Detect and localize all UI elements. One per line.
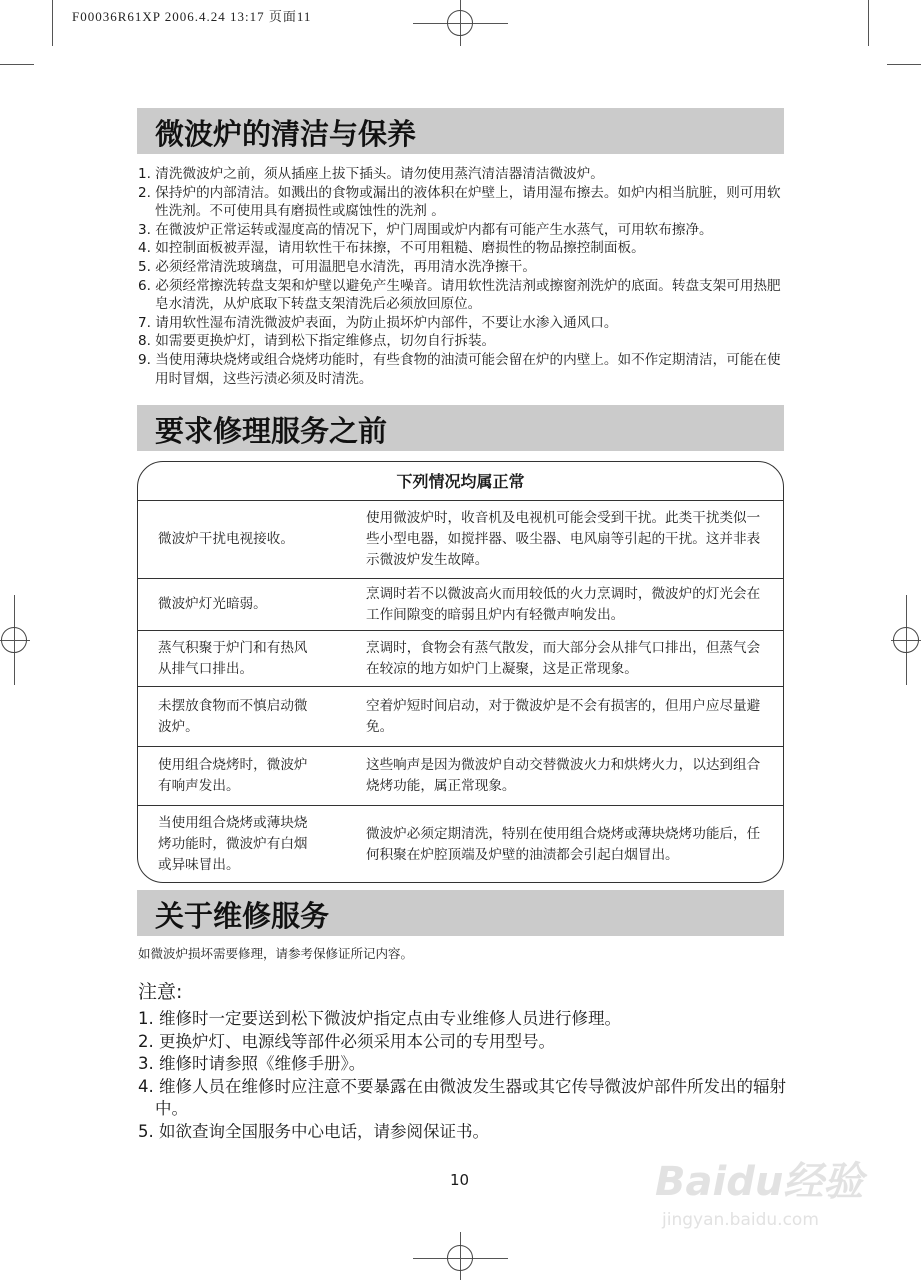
registration-mark — [447, 1245, 473, 1271]
table-row — [138, 631, 783, 687]
table-row — [138, 806, 783, 883]
list-item: 7. 请用软性湿布清洗微波炉表面，为防止损坏炉内部件，不要让水渗入通风口。 — [138, 314, 618, 331]
note-list — [138, 1008, 798, 1143]
symptom-cell: 微波炉灯光暗弱。 — [158, 596, 267, 612]
explanation-cell: 微波炉必须定期清洗，特别在使用组合烧烤或薄块烧烤功能后，任何积聚在炉腔顶端及炉壁的油渍都会引起白烟冒出。 — [366, 825, 761, 863]
symptom-cell: 未摆放食物而不慎启动微波炉。 — [158, 697, 308, 735]
page-number: 10 — [450, 1171, 470, 1189]
crop-mark — [0, 64, 34, 65]
explanation-cell: 烹调时，食物会有蒸气散发，而大部分会从排气口排出，但蒸气会在较凉的地方如炉门上凝聚，这是正常现象。 — [366, 639, 761, 677]
repair-intro: 如微波炉损坏需要修理，请参考保修证所记内容。 — [138, 946, 414, 961]
baidu-watermark-logo: Baidu经验 — [655, 1159, 864, 1205]
table-header: 下列情况均属正常 — [138, 462, 783, 501]
section-header-cleaning — [137, 108, 784, 154]
list-item: 4. 如控制面板被弄湿，请用软性干布抹擦，不可用粗糙、磨损性的物品擦控制面板。 — [138, 240, 645, 257]
list-item: 4. 维修人员在维修时应注意不要暴露在由微波发生器或其它传导微波炉部件所发出的辐射中。 — [138, 1076, 786, 1118]
crop-mark — [868, 0, 869, 46]
list-item: 3. 在微波炉正常运转或湿度高的情况下，炉门周围或炉内都有可能产生水蒸气，可用软布擦净。 — [138, 221, 713, 238]
symptom-cell: 微波炉干扰电视接收。 — [158, 531, 294, 547]
list-item: 1. 维修时一定要送到松下微波炉指定点由专业维修人员进行修理。 — [138, 1009, 621, 1028]
list-item: 2. 保持炉的内部清洁。如溅出的食物或漏出的液体积在炉壁上，请用湿布擦去。如炉内相当肮脏，则可用软性洗剂。不可使用具有磨损性或腐蚀性的洗剂 。 — [138, 184, 781, 220]
explanation-cell: 空着炉短时间启动，对于微波炉是不会有损害的，但用户应尽量避免。 — [366, 697, 761, 735]
registration-mark — [893, 627, 919, 653]
list-item: 3. 维修时请参照《维修手册》。 — [138, 1054, 366, 1073]
symptom-cell: 使用组合烧烤时，微波炉有响声发出。 — [158, 757, 308, 794]
section-title: 关于维修服务 — [155, 899, 330, 933]
list-item: 1. 清洗微波炉之前，须从插座上拔下插头。请勿使用蒸汽清洁器清洁微波炉。 — [138, 166, 604, 182]
explanation-cell: 使用微波炉时，收音机及电视机可能会受到干扰。此类干扰类似一些小型电器，如搅拌器、吸尘器、电风扇等引起的干扰。这并非表示微波炉发生故障。 — [366, 510, 761, 568]
section-header-before-service — [137, 405, 784, 451]
crop-mark — [887, 64, 921, 65]
table-row — [138, 747, 783, 806]
list-item: 5. 如欲查询全国服务中心电话，请参阅保证书。 — [138, 1121, 489, 1141]
list-item: 8. 如需要更换炉灯，请到松下指定维修点，切勿自行拆装。 — [138, 333, 496, 350]
table-row — [138, 687, 783, 747]
normal-conditions-table — [137, 461, 784, 883]
crop-mark — [52, 0, 53, 46]
print-slug: F00036R61XP 2006.4.24 13:17 页面11 — [72, 9, 312, 24]
list-item: 2. 更换炉灯、电源线等部件必须采用本公司的专用型号。 — [138, 1031, 555, 1051]
symptom-cell: 蒸气积聚于炉门和有热风从排气口排出。 — [158, 639, 308, 677]
explanation-cell: 这些响声是因为微波炉自动交替微波火力和烘烤火力，以达到组合烧烤功能，属正常现象。 — [366, 757, 761, 794]
baidu-watermark-url: jingyan.baidu.com — [662, 1210, 819, 1230]
symptom-cell: 当使用组合烧烤或薄块烧烤功能时，微波炉有白烟或异味冒出。 — [158, 815, 308, 873]
explanation-cell: 烹调时若不以微波高火而用较低的火力烹调时，微波炉的灯光会在工作间隙变的暗弱且炉内有轻微声响发出。 — [366, 585, 761, 623]
table-row — [138, 579, 783, 631]
section-title: 要求修理服务之前 — [155, 414, 388, 448]
list-item: 5. 必须经常清洗玻璃盘，可用温肥皂水清洗，再用清水洗净擦干。 — [138, 258, 536, 275]
note-title: 注意: — [138, 981, 183, 1003]
list-item: 6. 必须经常擦洗转盘支架和炉壁以避免产生噪音。请用软性洗洁剂或擦窗剂洗炉的底面。转盘支架可用热肥皂水清洗，从炉底取下转盘支架清洗后必须放回原位。 — [138, 277, 781, 313]
list-item: 9. 当使用薄块烧烤或组合烧烤功能时，有些食物的油渍可能会留在炉的内壁上。如不作定期清洁，可能在使用时冒烟，这些污渍必须及时清洗。 — [138, 351, 781, 387]
section-title: 微波炉的清洁与保养 — [155, 117, 417, 151]
section-header-repair-service — [137, 890, 784, 936]
table-row — [138, 501, 783, 579]
registration-mark — [1, 627, 27, 653]
cleaning-list — [138, 165, 788, 388]
registration-mark — [447, 10, 473, 36]
